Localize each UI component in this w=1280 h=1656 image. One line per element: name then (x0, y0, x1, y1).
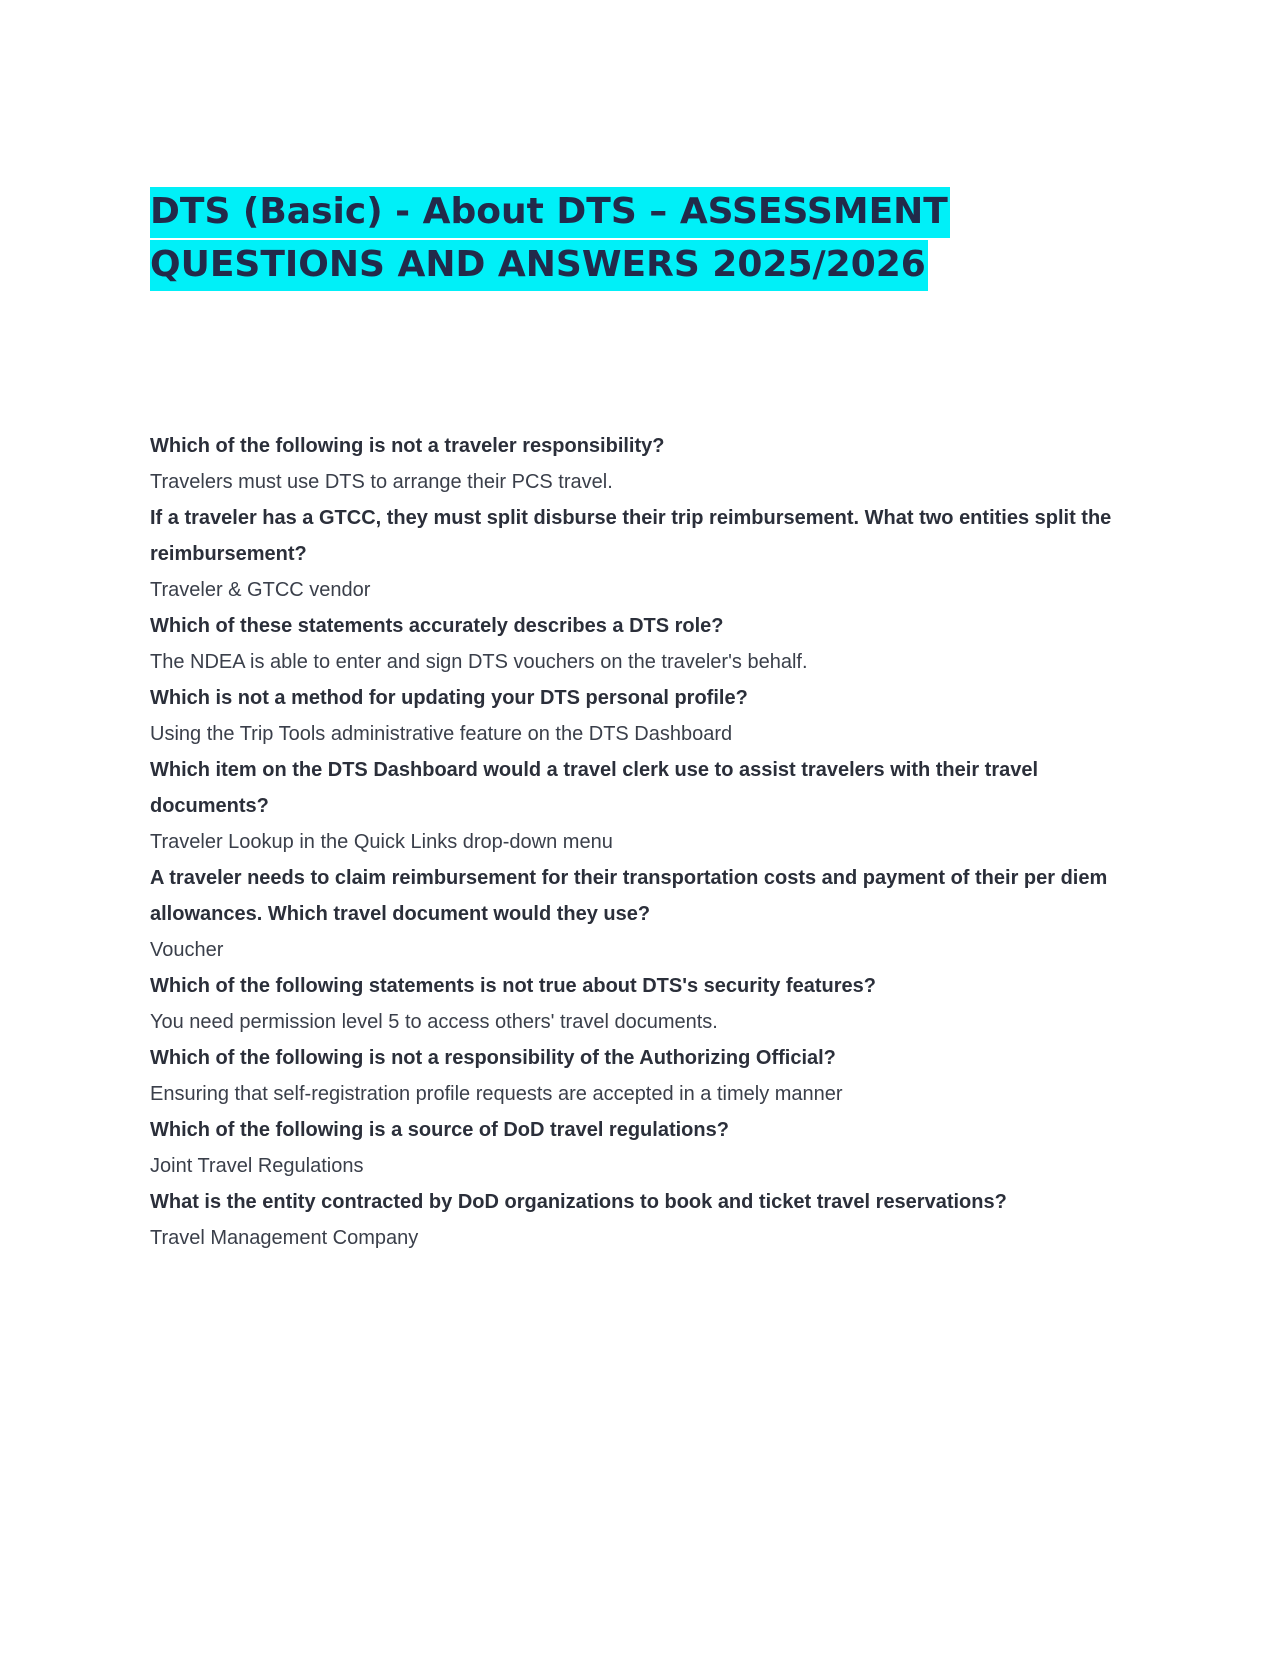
qa-list (150, 428, 1130, 1256)
question-text: Which item on the DTS Dashboard would a travel clerk use to assist travelers with their travel documents? (150, 759, 1039, 817)
qa-item (150, 428, 1130, 500)
qa-item (150, 1040, 1130, 1112)
answer-text: You need permission level 5 to access others' travel documents. (150, 1011, 718, 1033)
question-text: Which of the following is not a traveler responsibility? (150, 435, 665, 457)
answer-text: Joint Travel Regulations (150, 1155, 364, 1177)
title-highlight: DTS (Basic) - About DTS – ASSESSMENT QUESTIONS AND ANSWERS 2025/2026 (150, 187, 950, 291)
answer-text: Travelers must use DTS to arrange their PCS travel. (150, 471, 613, 493)
question-text: What is the entity contracted by DoD organizations to book and ticket travel reservations? (150, 1191, 1007, 1213)
answer-text: Voucher (150, 939, 224, 961)
qa-item (150, 1112, 1130, 1184)
qa-item (150, 752, 1130, 860)
answer-text: The NDEA is able to enter and sign DTS vouchers on the traveler's behalf. (150, 651, 808, 673)
answer-text: Traveler Lookup in the Quick Links drop-down menu (150, 831, 613, 853)
question-text: If a traveler has a GTCC, they must split disburse their trip reimbursement. What two entities split the reimbursement? (150, 507, 1112, 565)
question-text: A traveler needs to claim reimbursement for their transportation costs and payment of their per diem allowances. Which travel document would they use? (150, 867, 1108, 925)
document-title (150, 185, 1130, 291)
answer-text: Using the Trip Tools administrative feature on the DTS Dashboard (150, 723, 733, 745)
question-text: Which of the following is a source of DoD travel regulations? (150, 1119, 729, 1141)
answer-text: Traveler & GTCC vendor (150, 579, 371, 601)
answer-text: Travel Management Company (150, 1227, 419, 1249)
qa-item (150, 500, 1130, 608)
qa-item (150, 680, 1130, 752)
question-text: Which of the following is not a responsibility of the Authorizing Official? (150, 1047, 836, 1069)
answer-text: Ensuring that self-registration profile requests are accepted in a timely manner (150, 1083, 843, 1105)
qa-item (150, 860, 1130, 968)
question-text: Which is not a method for updating your DTS personal profile? (150, 687, 748, 709)
question-text: Which of the following statements is not true about DTS's security features? (150, 975, 876, 997)
qa-item (150, 968, 1130, 1040)
question-text: Which of these statements accurately describes a DTS role? (150, 615, 724, 637)
qa-item (150, 1184, 1130, 1256)
qa-item (150, 608, 1130, 680)
